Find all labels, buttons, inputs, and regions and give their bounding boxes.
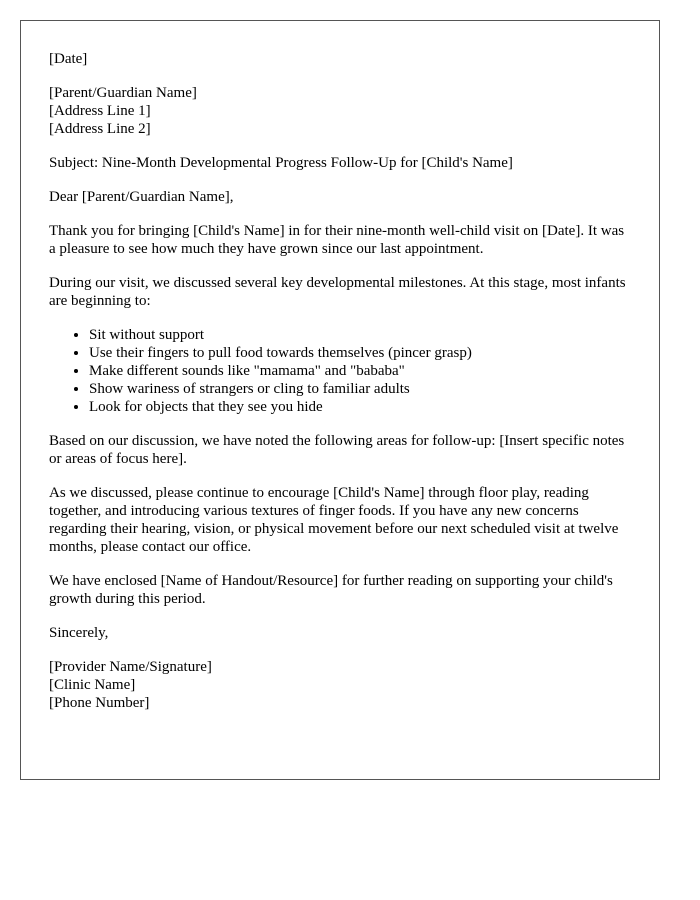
letter-subject: Subject: Nine-Month Developmental Progress Follow-Up for [Child's Name] bbox=[49, 155, 513, 171]
body-paragraph-milestones-intro: During our visit, we discussed several key developmental milestones. At this stage, most infants are beginning to: bbox=[49, 275, 626, 309]
body-paragraph-enclosure: We have enclosed [Name of Handout/Resource] for further reading on supporting your child's growth during this period. bbox=[49, 573, 613, 607]
recipient-address-line-2: [Address Line 2] bbox=[49, 121, 151, 137]
letter-page bbox=[20, 20, 660, 780]
letter-date: [Date] bbox=[49, 51, 88, 67]
recipient-address-line-1: [Address Line 1] bbox=[49, 103, 151, 119]
milestone-item: • Look for objects that they see you hide bbox=[89, 398, 631, 416]
milestone-item: • Sit without support bbox=[89, 326, 631, 344]
letter-salutation: Dear [Parent/Guardian Name], bbox=[49, 189, 234, 205]
body-paragraph-encouragement: As we discussed, please continue to encourage [Child's Name] through floor play, reading together, and introducing various textures of finger foods. If you have any new concerns regarding their hearing, vision, or physical movement before our next scheduled visit at twelve months, please contact our office. bbox=[49, 485, 619, 555]
signature-provider: [Provider Name/Signature] bbox=[49, 659, 212, 675]
signature-block bbox=[49, 658, 631, 712]
recipient-name: [Parent/Guardian Name] bbox=[49, 85, 197, 101]
body-paragraph-follow-up: Based on our discussion, we have noted the following areas for follow-up: [Insert specific notes or areas of focus here]. bbox=[49, 433, 625, 467]
milestones-list bbox=[49, 326, 631, 416]
signature-clinic: [Clinic Name] bbox=[49, 677, 136, 693]
body-paragraph-visit: Thank you for bringing [Child's Name] in for their nine-month well-child visit on [Date]. It was a pleasure to see how much they have grown since our last appointment. bbox=[49, 223, 625, 257]
milestone-item: • Make different sounds like "mamama" and "bababa" bbox=[89, 362, 631, 380]
letter-closing: Sincerely, bbox=[49, 625, 109, 641]
milestone-item: • Use their fingers to pull food towards themselves (pincer grasp) bbox=[89, 344, 631, 362]
recipient-block bbox=[49, 84, 631, 138]
signature-phone: [Phone Number] bbox=[49, 695, 150, 711]
milestone-item: • Show wariness of strangers or cling to familiar adults bbox=[89, 380, 631, 398]
